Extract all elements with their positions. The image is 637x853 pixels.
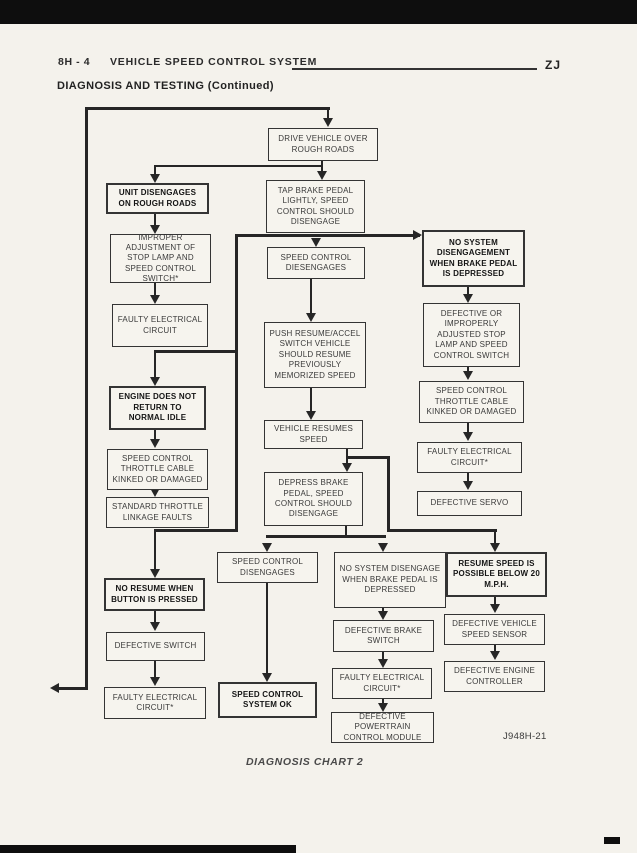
flow-node-label: NO RESUME WHEN BUTTON IS PRESSED	[111, 584, 198, 604]
arrowhead	[150, 439, 160, 448]
connector-line	[154, 529, 156, 569]
connector-line	[58, 687, 88, 690]
flow-node-no-disengagement	[422, 230, 525, 287]
flow-node-label: TAP BRAKE PEDAL LIGHTLY, SPEED CONTROL SHOULD DISENGAGE	[276, 185, 355, 226]
flow-node-label: DEFECTIVE SERVO	[430, 498, 509, 508]
flow-node-label: SPEED CONTROL DISENGAGES	[231, 557, 304, 577]
flow-node-label: FAULTY ELECTRICAL CIRCUIT*	[112, 692, 198, 712]
flow-node-label: VEHICLE RESUMES SPEED	[273, 424, 354, 444]
arrowhead	[150, 174, 160, 183]
flow-node-faulty-circuit-right	[417, 442, 522, 473]
connector-line	[154, 529, 238, 532]
connector-line	[310, 279, 312, 313]
flow-node-label: SPEED CONTROL SYSTEM OK	[231, 689, 304, 709]
model-code: ZJ	[545, 58, 562, 72]
connector-line	[85, 107, 330, 110]
flow-node-label: FAULTY ELECTRICAL CIRCUIT*	[339, 673, 425, 693]
flow-node-label: DEFECTIVE OR IMPROPERLY ADJUSTED STOP LAMP AND SPEED CONTROL SWITCH	[433, 309, 510, 360]
flow-node-drive	[268, 128, 378, 161]
flow-node-standard-linkage	[106, 497, 209, 528]
chart-caption: DIAGNOSIS CHART 2	[246, 756, 364, 768]
connector-line	[236, 234, 420, 237]
arrowhead	[463, 432, 473, 441]
figure-reference: J948H-21	[503, 731, 547, 742]
arrowhead	[378, 543, 388, 552]
flow-node-system-ok	[218, 682, 317, 718]
flow-node-tap-brake	[266, 180, 365, 233]
flow-node-no-disengage-2	[334, 552, 446, 608]
flow-node-defective-engine-controller	[444, 661, 545, 692]
connector-line	[154, 350, 156, 377]
flow-node-label: UNIT DISENGAGES ON ROUGH ROADS	[118, 188, 197, 208]
flow-node-label: NO SYSTEM DISENGAGEMENT WHEN BRAKE PEDAL IS DEPRESSED	[429, 237, 518, 278]
flow-node-label: DEFECTIVE VEHICLE SPEED SENSOR	[452, 619, 537, 639]
arrowhead	[378, 659, 388, 668]
arrowhead	[150, 569, 160, 578]
flow-node-defective-stop-lamp	[423, 303, 520, 367]
connector-line	[387, 456, 390, 532]
flow-node-label: STANDARD THROTTLE LINKAGE FAULTS	[111, 502, 204, 522]
arrowhead	[378, 611, 388, 620]
connector-line	[154, 350, 238, 353]
arrowhead	[306, 313, 316, 322]
arrowhead	[150, 677, 160, 686]
connector-line	[266, 535, 386, 538]
arrowhead	[378, 703, 388, 712]
arrowhead	[490, 604, 500, 613]
arrowhead	[463, 481, 473, 490]
flow-node-faulty-circuit-bottom-left	[104, 687, 206, 719]
arrowhead	[150, 295, 160, 304]
flow-node-engine-idle	[109, 386, 206, 430]
arrowhead	[262, 673, 272, 682]
arrowhead	[413, 230, 422, 240]
arrowhead	[311, 238, 321, 247]
flow-node-defective-vss	[444, 614, 545, 645]
flow-node-label: DEFECTIVE BRAKE SWITCH	[344, 625, 423, 645]
arrowhead	[490, 651, 500, 660]
flow-node-throttle-cable-left	[107, 449, 208, 490]
section-title: VEHICLE SPEED CONTROL SYSTEM	[110, 56, 318, 68]
scan-edge-top	[0, 0, 637, 24]
flow-node-label: FAULTY ELECTRICAL CIRCUIT	[117, 315, 203, 335]
flow-node-label: SPEED CONTROL THROTTLE CABLE KINKED OR DAMAGED	[112, 453, 203, 484]
arrowhead	[150, 377, 160, 386]
arrowhead	[262, 543, 272, 552]
arrowhead	[342, 463, 352, 472]
flow-node-defective-brake-switch	[333, 620, 434, 652]
flow-node-label: IMPROPER ADJUSTMENT OF STOP LAMP AND SPEED CONTROL SWITCH*	[124, 232, 197, 284]
flow-node-defective-servo	[417, 491, 522, 516]
flow-node-label: SPEED CONTROL THROTTLE CABLE KINKED OR DAMAGED	[426, 386, 517, 417]
flow-node-label: DEFECTIVE POWERTRAIN CONTROL MODULE	[343, 711, 422, 742]
flow-node-label: NO SYSTEM DISENGAGE WHEN BRAKE PEDAL IS DEPRESSED	[339, 564, 441, 595]
flow-node-unit-disengages	[106, 183, 209, 214]
flow-node-label: DEFECTIVE ENGINE CONTROLLER	[454, 666, 535, 686]
connector-line	[85, 107, 88, 689]
flow-node-defective-switch	[106, 632, 205, 661]
connector-line	[310, 388, 312, 411]
flow-node-label: DEPRESS BRAKE PEDAL, SPEED CONTROL SHOULD DISENGAGE	[274, 478, 353, 519]
arrowhead	[463, 371, 473, 380]
flow-node-speed-control-disengages-2	[217, 552, 318, 583]
flow-node-resume-below-20	[446, 552, 547, 597]
connector-line	[154, 165, 156, 174]
page-subtitle: DIAGNOSIS AND TESTING (Continued)	[57, 80, 274, 92]
connector-line	[266, 583, 268, 674]
flow-node-push-resume	[264, 322, 366, 388]
flow-node-improper-adjustment	[110, 234, 211, 283]
flow-node-label: DEFECTIVE SWITCH	[114, 641, 197, 651]
connector-line	[154, 214, 156, 225]
flow-node-faulty-circuit-bottom-mid	[332, 668, 432, 699]
flow-node-label: FAULTY ELECTRICAL CIRCUIT*	[427, 447, 512, 467]
arrowhead	[323, 118, 333, 127]
scan-mark-bottom-right	[604, 837, 620, 844]
page-number: 8H - 4	[58, 56, 91, 68]
connector-line	[347, 456, 390, 459]
flow-node-no-resume	[104, 578, 205, 611]
flow-node-depress-brake	[264, 472, 363, 526]
flow-node-faulty-circuit-left	[112, 304, 208, 347]
arrowhead	[463, 294, 473, 303]
flow-node-throttle-cable-right	[419, 381, 524, 423]
flow-node-label: PUSH RESUME/ACCEL SWITCH VEHICLE SHOULD RESUME PREVIOUSLY MEMORIZED SPEED	[269, 329, 361, 380]
connector-line	[154, 283, 156, 295]
connector-line	[235, 234, 238, 532]
arrowhead	[50, 683, 59, 693]
connector-line	[387, 529, 497, 532]
flow-node-vehicle-resumes	[264, 420, 363, 449]
flow-node-label: SPEED CONTROL DIESENGAGES	[280, 252, 352, 272]
arrowhead	[150, 622, 160, 631]
flow-node-label: DRIVE VEHICLE OVER ROUGH ROADS	[278, 134, 368, 154]
scan-edge-bottom	[0, 845, 296, 853]
connector-line	[494, 529, 496, 543]
connector-line	[154, 165, 323, 167]
arrowhead	[317, 171, 327, 180]
header-rule	[292, 68, 537, 70]
arrowhead	[306, 411, 316, 420]
connector-line	[154, 661, 156, 678]
flow-node-label: RESUME SPEED IS POSSIBLE BELOW 20 M.P.H.	[453, 558, 540, 589]
arrowhead	[490, 543, 500, 552]
flow-node-defective-pcm	[331, 712, 434, 743]
flow-node-speed-control-disengages-1	[267, 247, 365, 279]
flow-node-label: ENGINE DOES NOT RETURN TO NORMAL IDLE	[118, 392, 197, 423]
